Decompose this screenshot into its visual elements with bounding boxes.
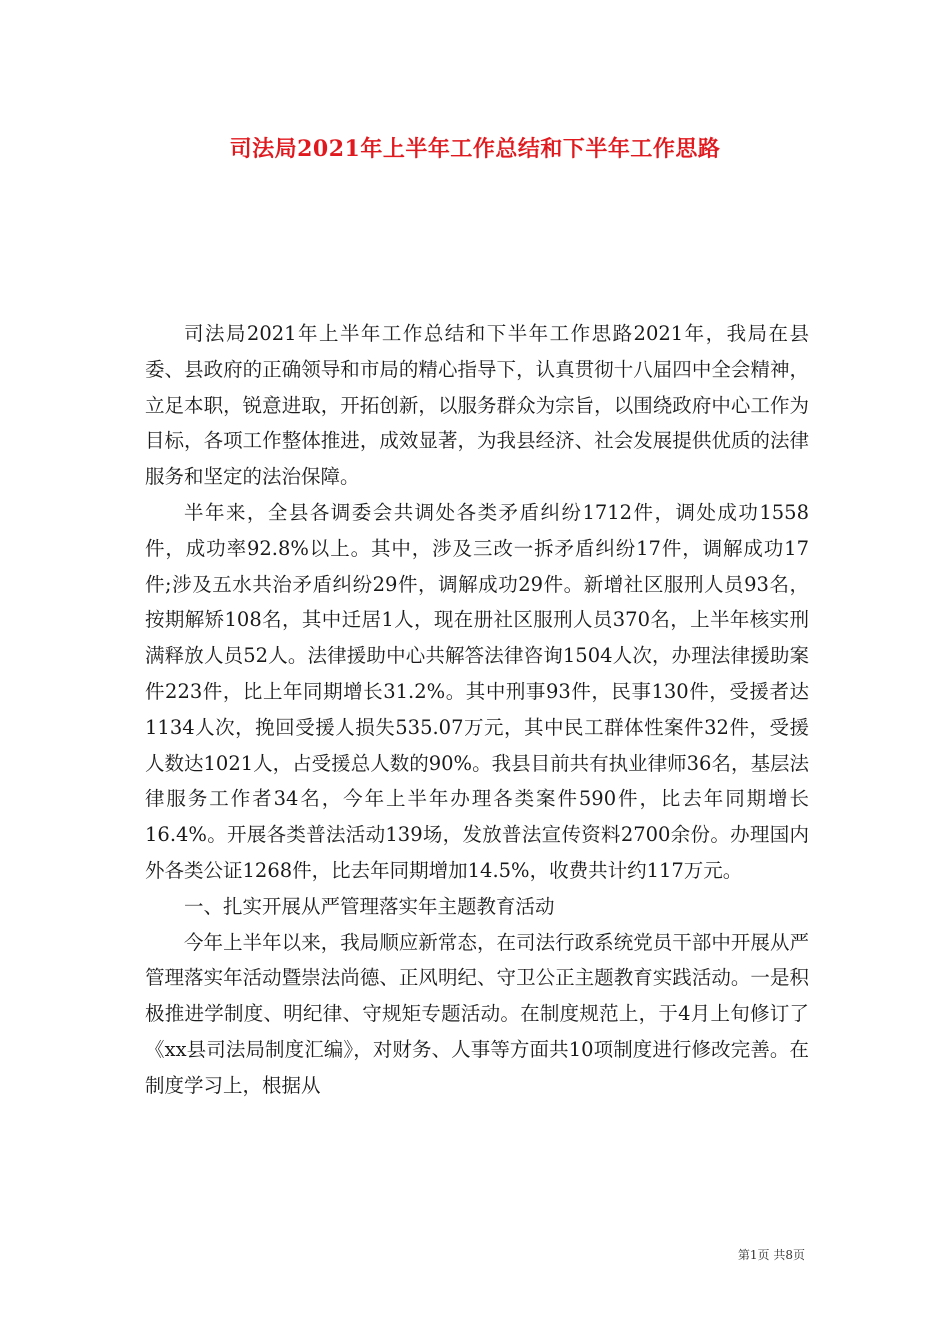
paragraph: 司法局2021年上半年工作总结和下半年工作思路2021年，我局在县委、县政府的正确领导和市局的精心指导下，认真贯彻十八届四中全会精神，立足本职，锐意进取，开拓创新，以服务群众为宗旨，以围绕政府中心工作为目标，各项工作整体推进，成效显著，为我县经济、社会发展提供优质的法律服务和坚定的法治保障。	[145, 322, 809, 489]
section-heading: 一、扎实开展从严管理落实年主题教育活动	[184, 894, 555, 918]
page-number: 第1页 共8页	[737, 1248, 805, 1262]
paragraph: 今年上半年以来，我局顺应新常态，在司法行政系统党员干部中开展从严管理落实年活动暨崇法尚德、正风明纪、守卫公正主题教育实践活动。一是积极推进学制度、明纪律、守规矩专题活动。在制度规范上，于4月上旬修订了《xx县司法局制度汇编》，对财务、人事等方面共10项制度进行修改完善。在制度学习上，根据从	[145, 930, 809, 1097]
paragraph: 半年来，全县各调委会共调处各类矛盾纠纷1712件，调处成功1558件，成功率92.8%以上。其中，涉及三改一拆矛盾纠纷17件，调解成功17件;涉及五水共治矛盾纠纷29件，调解成功29件。新增社区服刑人员93名，按期解矫108名，其中迁居1人，现在册社区服刑人员370名，上半年核实刑满释放人员52人。法律援助中心共解答法律咨询1504人次，办理法律援助案件223件，比上年同期增长31.2%。其中刑事93件，民事130件，受援者达1134人次，挽回受援人损失535.07万元，其中民工群体性案件32件，受援人数达1021人，占受援总人数的90%。我县目前共有执业律师36名，基层法律服务工作者34名，今年上半年办理各类案件590件，比去年同期增长16.4%。开展各类普法活动139场，发放普法宣传资料2700余份。办理国内外各类公证1268件，比去年同期增加14.5%，收费共计约117万元。	[145, 500, 809, 882]
document-body	[145, 316, 809, 1104]
document-title: 司法局2021年上半年工作总结和下半年工作思路	[229, 136, 721, 162]
